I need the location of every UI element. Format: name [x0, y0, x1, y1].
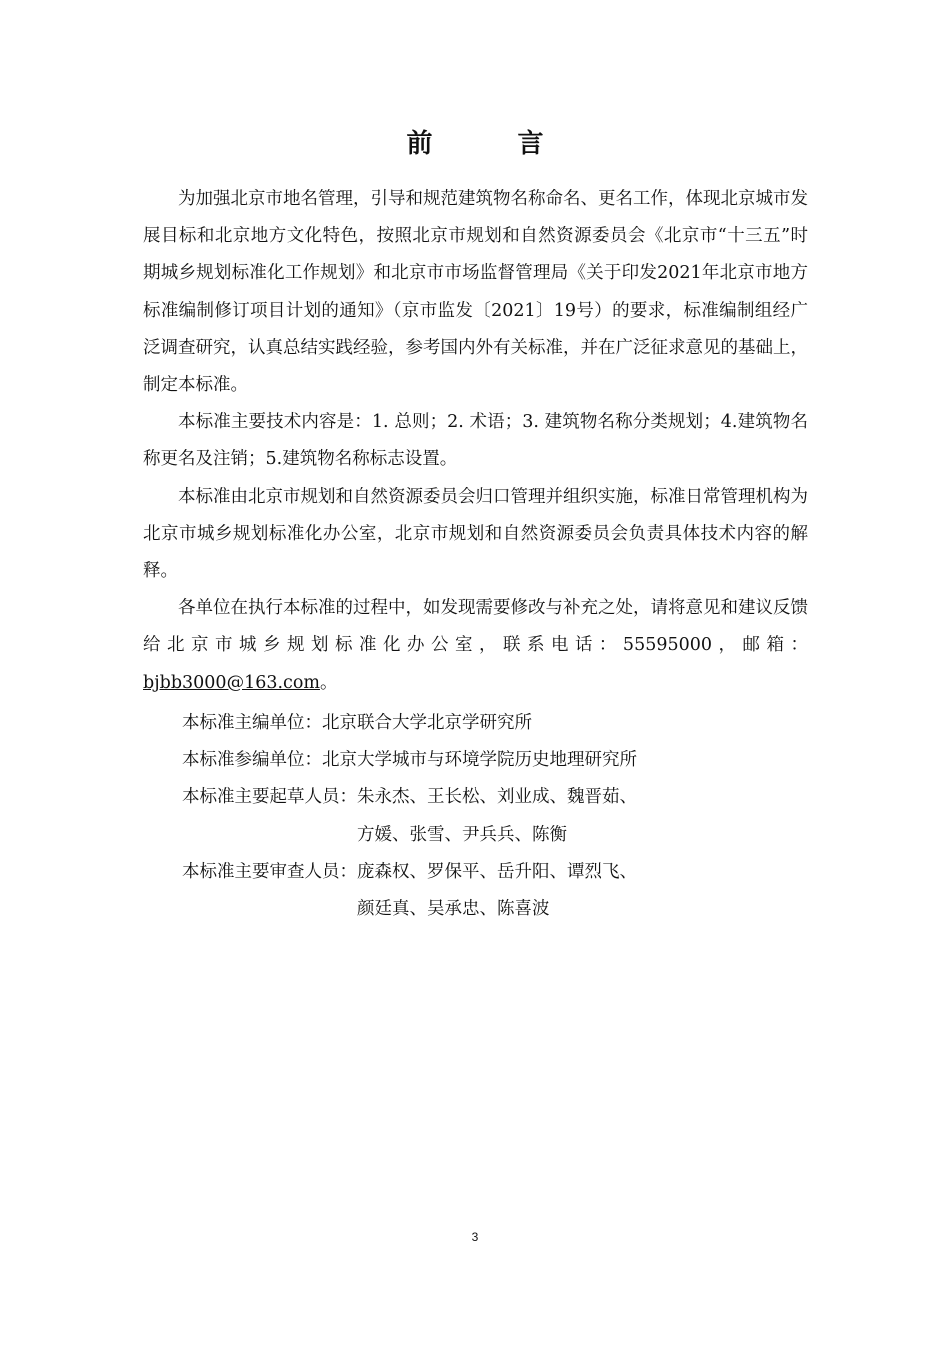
drafters-line-2: 方媛、张雪、尹兵兵、陈衡 — [357, 824, 567, 845]
reviewers-names — [357, 854, 637, 928]
drafters-row — [182, 779, 802, 853]
drafters-label: 本标准主要起草人员： — [182, 787, 357, 808]
chief-unit-label: 本标准主编单位： — [182, 713, 322, 733]
participant-unit-label: 本标准参编单位： — [182, 750, 322, 771]
participant-unit-row — [182, 742, 802, 779]
reviewers-line-2: 颜廷真、吴承忠、陈喜波 — [357, 899, 550, 920]
paragraph-technical-content: 本标准主要技术内容是：1. 总则；2. 术语；3. 建筑物名称分类规划；4.建筑物名称更名及注销；5.建筑物名称标志设置。 — [143, 412, 808, 470]
reviewers-line-1: 庞森权、罗保平、岳升阳、谭烈飞、 — [357, 861, 637, 882]
participant-unit-value: 北京大学城市与环境学院历史地理研究所 — [322, 750, 637, 771]
foreword-body — [143, 181, 808, 702]
drafters-names — [357, 779, 637, 853]
reviewers-label: 本标准主要审查人员： — [182, 861, 357, 882]
chief-unit-row — [182, 705, 802, 742]
page-number: 3 — [471, 1230, 479, 1244]
reviewers-row — [182, 854, 802, 928]
feedback-text: 各单位在执行本标准的过程中，如发现需要修改与补充之处，请将意见和建议反馈给北京市城乡规划标准化办公室，联系电话：55595000，邮箱： — [143, 598, 808, 656]
page-title: 前 言 — [406, 129, 582, 159]
email-link[interactable]: bjbb3000@163.com — [143, 672, 320, 693]
contributors-block — [182, 705, 802, 928]
paragraph-management: 本标准由北京市规划和自然资源委员会归口管理并组织实施，标准日常管理机构为北京市城乡规划标准化办公室，北京市规划和自然资源委员会负责具体技术内容的解释。 — [143, 486, 808, 582]
paragraph-feedback — [143, 590, 808, 702]
feedback-end: 。 — [319, 672, 338, 693]
paragraph-purpose: 为加强北京市地名管理，引导和规范建筑物名称命名、更名工作，体现北京城市发展目标和北京地方文化特色，按照北京市规划和自然资源委员会《北京市“十三五”时期城乡规划标准化工作规划》和北京市市场监督管理局《关于印发2021年北京市地方标准编制修订项目计划的通知》（京市监发〔2021〕19号）的要求，标准编制组经广泛调查研究，认真总结实践经验，参考国内外有关标准，并在广泛征求意见的基础上，制定本标准。 — [143, 189, 808, 396]
drafters-line-1: 朱永杰、王长松、刘业成、魏晋茹、 — [357, 787, 637, 808]
chief-unit-value: 北京联合大学北京学研究所 — [322, 713, 532, 733]
